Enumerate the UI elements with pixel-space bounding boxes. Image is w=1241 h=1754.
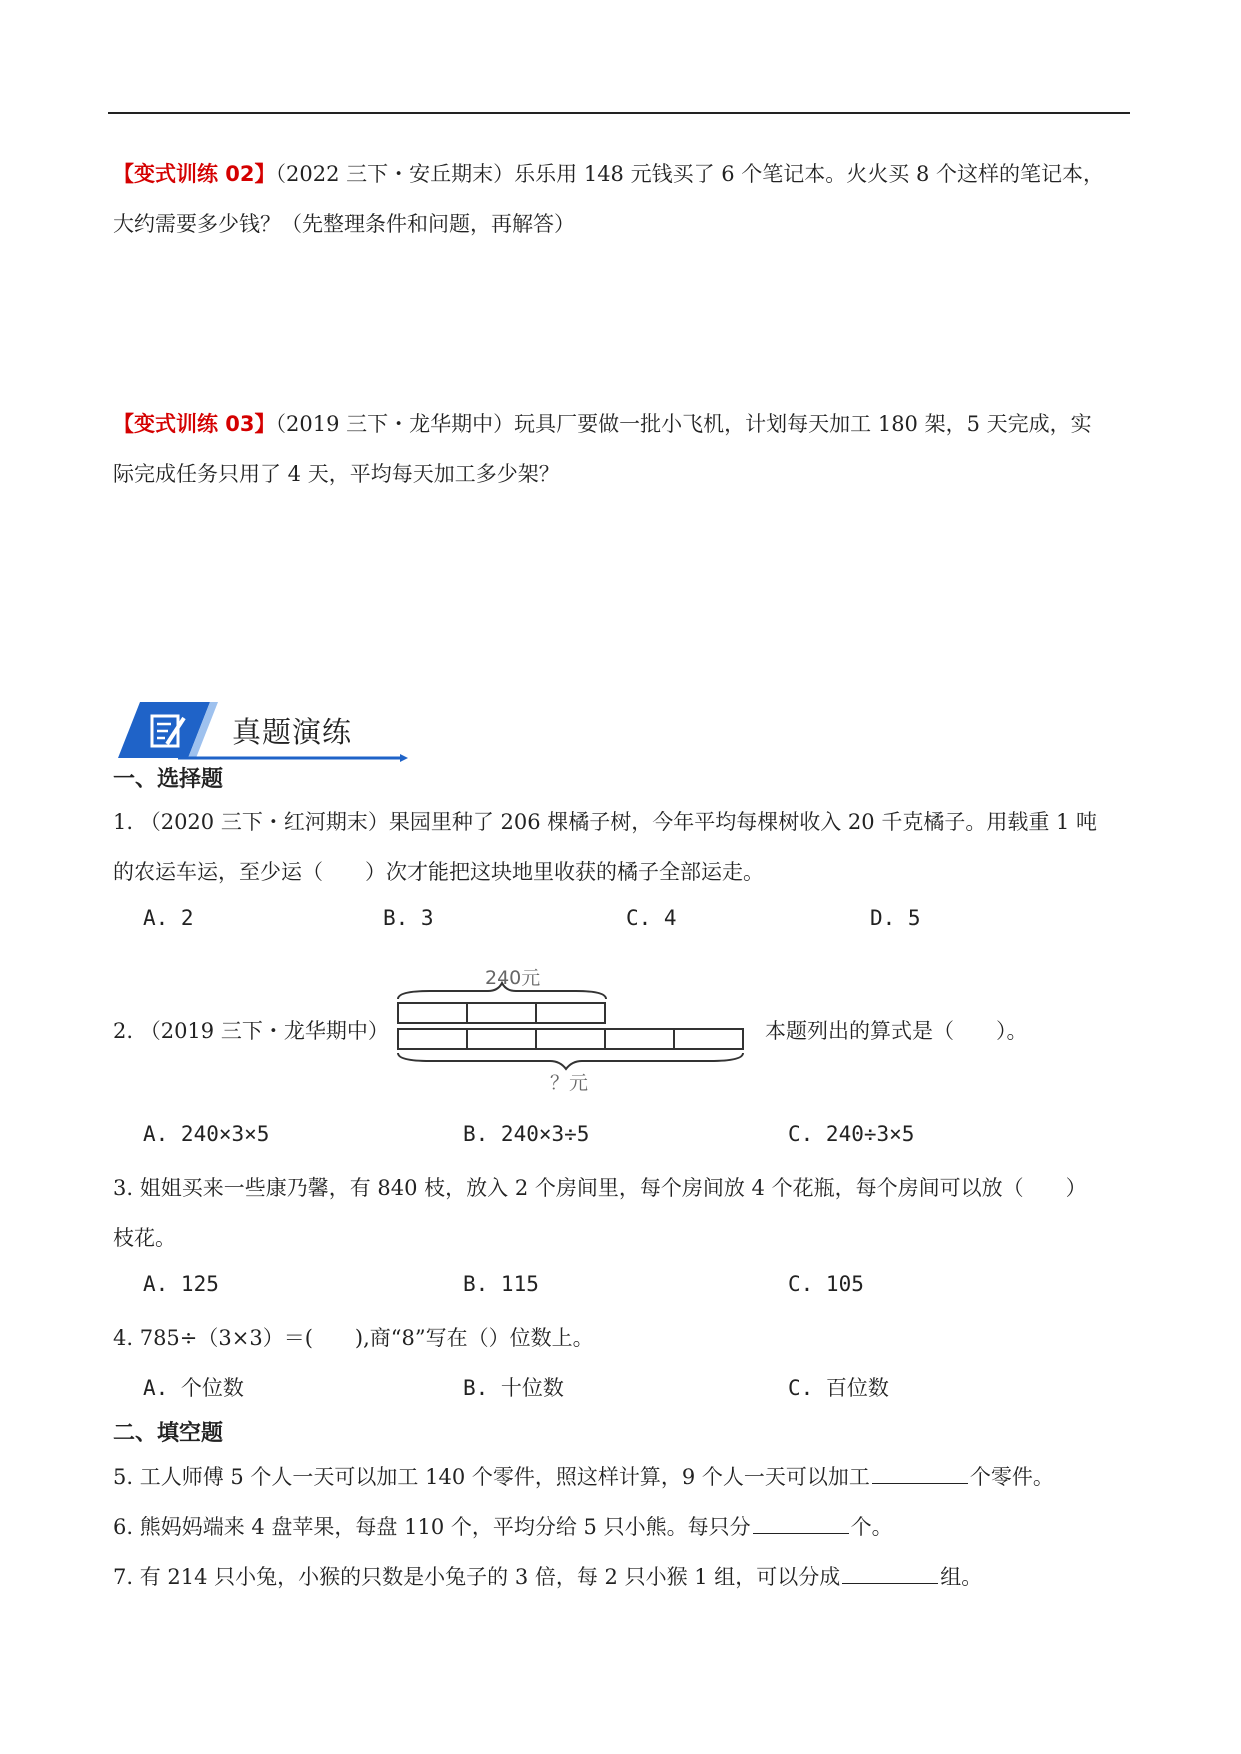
q5-line (113, 1461, 1054, 1491)
q7-text-before: 7. 有 214 只小兔，小猴的只数是小兔子的 3 倍，每 2 只小猴 1 组，可以分成 (113, 1565, 841, 1589)
q1-option-a[interactable]: A. 2 (143, 906, 194, 930)
section1-title: 一、选择题 (113, 767, 224, 792)
q4-option-b[interactable]: B. 十位数 (463, 1376, 564, 1400)
diagram-top-label: 240元 (485, 967, 541, 989)
variant02-tag: 【变式训练 02】 (113, 162, 276, 186)
diagram-bottom-bar (398, 1029, 743, 1049)
q3-option-c[interactable]: C. 105 (788, 1272, 864, 1296)
q5-text-after: 个零件。 (969, 1465, 1054, 1489)
q7-line (113, 1561, 982, 1591)
q1-option-d[interactable]: D. 5 (870, 906, 921, 930)
q1-line1: 1. （2020 三下・红河期末）果园里种了 206 棵橘子树，今年平均每棵树收入 20 千克橘子。用载重 1 吨 (113, 810, 1098, 834)
q4-line1: 4. 785÷（3×3）＝( ),商“8”写在（）位数上。 (113, 1326, 594, 1350)
q3-option-b[interactable]: B. 115 (463, 1272, 539, 1296)
q2-suffix: 本题列出的算式是（ ）。 (765, 1019, 1028, 1043)
diagram-bottom-label: ？元 (550, 1072, 589, 1094)
q6-text-after: 个。 (850, 1515, 893, 1539)
variant02-line2: 大约需要多少钱？（先整理条件和问题，再解答） (113, 212, 575, 236)
top-rule (108, 112, 1130, 114)
q5-answer-blank[interactable] (872, 1461, 968, 1484)
q1-option-c[interactable]: C. 4 (626, 906, 677, 930)
q2-prefix: 2. （2019 三下・龙华期中） (113, 1019, 389, 1043)
diagram-bottom-brace (398, 1053, 743, 1069)
q6-answer-blank[interactable] (753, 1511, 849, 1534)
q3-option-a[interactable]: A. 125 (143, 1272, 219, 1296)
q7-answer-blank[interactable] (842, 1561, 938, 1584)
q2-option-c[interactable]: C. 240÷3×5 (788, 1122, 915, 1146)
variant03-line2: 际完成任务只用了 4 天，平均每天加工多少架？ (113, 462, 560, 486)
q6-text-before: 6. 熊妈妈端来 4 盘苹果，每盘 110 个，平均分给 5 只小熊。每只分 (113, 1515, 751, 1539)
q1-option-b[interactable]: B. 3 (383, 906, 434, 930)
variant02-text1: （2022 三下・安丘期末）乐乐用 148 元钱买了 6 个笔记本。火火买 8 个这样的笔记本， (275, 162, 1105, 186)
banner-title: 真题演练 (232, 715, 353, 749)
q7-text-after: 组。 (940, 1565, 983, 1589)
diagram-top-bar (398, 1003, 605, 1023)
q6-line (113, 1511, 893, 1541)
variant03-line1 (113, 408, 1092, 438)
section2-title: 二、填空题 (113, 1421, 224, 1446)
variant02-line1 (113, 158, 1104, 188)
q5-text-before: 5. 工人师傅 5 个人一天可以加工 140 个零件，照这样计算，9 个人一天可以加工 (113, 1465, 870, 1489)
q4-option-c[interactable]: C. 百位数 (788, 1376, 889, 1400)
q2-option-a[interactable]: A. 240×3×5 (143, 1122, 270, 1146)
q4-option-a[interactable]: A. 个位数 (143, 1376, 244, 1400)
banner-arrow (400, 754, 408, 762)
q2-line-segment-diagram (390, 957, 752, 1097)
q3-line1: 3. 姐姐买来一些康乃馨，有 840 枝，放入 2 个房间里，每个房间放 4 个花瓶，每个房间可以放（ ） (113, 1176, 1087, 1200)
q2-option-b[interactable]: B. 240×3÷5 (463, 1122, 590, 1146)
variant03-text1: （2019 三下・龙华期中）玩具厂要做一批小飞机，计划每天加工 180 架，5 天完成，实 (275, 412, 1092, 436)
q1-line2: 的农运车运，至少运（ ）次才能把这块地里收获的橘子全部运走。 (113, 860, 764, 884)
q3-line2: 枝花。 (113, 1226, 176, 1250)
variant03-tag: 【变式训练 03】 (113, 412, 276, 436)
